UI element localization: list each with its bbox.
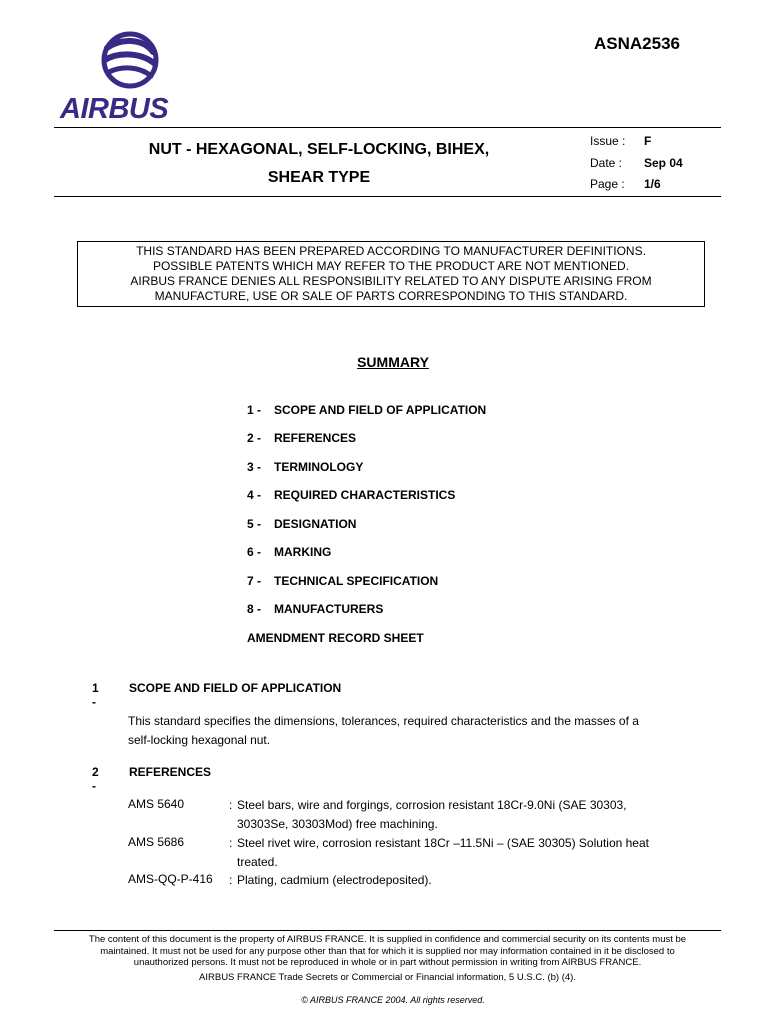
- confidentiality-notice: The content of this document is the property of AIRBUS FRANCE. It is supplied in confidence and commercial security on its contents must be maintained. It must not be used for any purpose other than that for which it is supplied nor may information contained in it be disclosed to unauthorized persons. It must not be reproduced in whole or in part without permission in writing from AIRBUS FRANCE. AIRBUS FRANCE Trade Secrets or Commercial or Financial information, 5 U.S.C. (b) (4).: [54, 930, 721, 990]
- reference-description: : Steel bars, wire and forgings, corrosion resistant 18Cr-9.0Ni (SAE 30303, 30303Se, 30303Mod) free machining.: [229, 798, 627, 831]
- document-title-line2: SHEAR TYPE: [267, 169, 371, 186]
- disclaimer-line: AIRBUS FRANCE DENIES ALL RESPONSIBILITY RELATED TO ANY DISPUTE ARISING FROM: [130, 274, 652, 288]
- header-bottom-rule: [54, 196, 721, 197]
- toc-item: 6 - MARKING: [247, 545, 332, 559]
- disclaimer-line: POSSIBLE PATENTS WHICH MAY REFER TO THE PRODUCT ARE NOT MENTIONED.: [152, 259, 630, 273]
- issue-value: F: [644, 134, 652, 148]
- disclaimer-box: [77, 241, 705, 307]
- copyright: © AIRBUS FRANCE 2004. All rights reserved.: [301, 995, 485, 1005]
- date-label: Date :: [590, 156, 623, 170]
- airbus-logo-emblem: [85, 30, 175, 94]
- toc-item: 5 - DESIGNATION: [247, 517, 357, 531]
- summary-heading: SUMMARY: [357, 354, 429, 370]
- toc-item: 4 - REQUIRED CHARACTERISTICS: [247, 488, 456, 502]
- page-value: 1/6: [644, 177, 661, 191]
- disclaimer-line: MANUFACTURE, USE OR SALE OF PARTS CORRESPONDING TO THIS STANDARD.: [154, 289, 628, 303]
- page-label: Page :: [590, 177, 625, 191]
- toc-item: 3 - TERMINOLOGY: [247, 460, 364, 474]
- toc-item: 2 - REFERENCES: [247, 431, 357, 445]
- airbus-wordmark: AIRBUS: [60, 93, 169, 125]
- toc-item: 1 - SCOPE AND FIELD OF APPLICATION: [247, 403, 487, 417]
- document-number: ASNA2536: [594, 34, 680, 53]
- header-top-rule: [54, 127, 721, 128]
- airbus-logo: [58, 30, 178, 125]
- reference-description: : Plating, cadmium (electrodeposited).: [229, 873, 432, 887]
- disclaimer-line: THIS STANDARD HAS BEEN PREPARED ACCORDING TO MANUFACTURER DEFINITIONS.: [136, 244, 646, 258]
- reference-code: AMS-QQ-P-416: [128, 872, 213, 886]
- reference-code: AMS 5640: [128, 797, 185, 811]
- reference-code: AMS 5686: [128, 835, 185, 849]
- document-title-line1: NUT - HEXAGONAL, SELF-LOCKING, BIHEX,: [148, 141, 490, 158]
- section-1-text: This standard specifies the dimensions, tolerances, required characteristics and the masses of a self-locking hexagonal nut.: [128, 714, 639, 747]
- toc-item-amendment: AMENDMENT RECORD SHEET: [247, 631, 424, 645]
- reference-description: : Steel rivet wire, corrosion resistant 18Cr –11.5Ni – (SAE 30305) Solution heat treated.: [229, 836, 649, 869]
- toc-item: 7 - TECHNICAL SPECIFICATION: [247, 574, 439, 588]
- date-value: Sep 04: [644, 156, 683, 170]
- issue-label: Issue :: [590, 134, 626, 148]
- toc-item: 8 - MANUFACTURERS: [247, 602, 384, 616]
